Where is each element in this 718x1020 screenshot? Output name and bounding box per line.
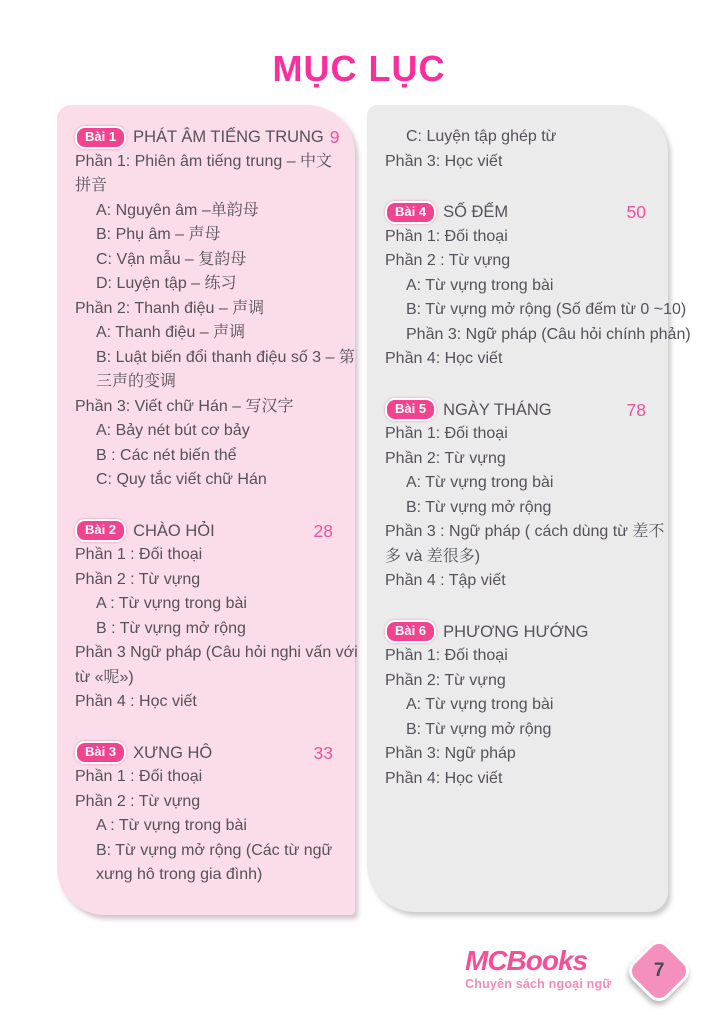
toc-line: Phần 2: Từ vựng — [385, 449, 506, 467]
toc-line: B: Từ vựng mở rộng (Các từ ngữ — [96, 841, 333, 859]
section-title: PHÁT ÂM TIẾNG TRUNG — [133, 128, 324, 146]
toc-line: B: Từ vựng mở rộng — [406, 498, 552, 516]
section-page-number: 9 — [329, 127, 340, 147]
publisher-logo — [465, 947, 625, 991]
toc-line: Phần 3 : Ngữ pháp ( cách dùng từ 差不 — [385, 523, 665, 540]
publisher-logo-text: MCBooks — [465, 945, 588, 976]
lesson-badge: Bài 6 — [385, 620, 436, 643]
toc-line: A : Từ vựng trong bài — [96, 595, 247, 612]
toc-section — [75, 125, 355, 493]
toc-line: từ «呢») — [75, 668, 134, 686]
page-number: 7 — [653, 959, 665, 981]
section-page-number: 33 — [313, 742, 333, 763]
toc-line: Phần 3: Học viết — [385, 152, 503, 170]
section-title: XƯNG HÔ — [133, 743, 213, 762]
toc-line: Phần 1 : Đối thoại — [75, 546, 203, 563]
toc-line: Phần 2 : Từ vựng — [385, 252, 511, 269]
section-title: NGÀY THÁNG — [443, 400, 552, 419]
toc-line: Phần 4 : Tập viết — [385, 572, 506, 589]
toc-line: Phần 3: Ngữ pháp — [385, 745, 516, 762]
toc-line: A: Nguyên âm –单韵母 — [96, 201, 259, 219]
toc-line: Phần 2 : Từ vựng — [75, 570, 201, 588]
toc-line: C: Luyện tập ghép từ — [406, 128, 557, 145]
toc-section — [385, 620, 656, 792]
toc-line: Phần 1: Đối thoại — [385, 227, 508, 245]
lesson-badge: Bài 2 — [75, 519, 126, 542]
section-title: PHƯƠNG HƯỚNG — [443, 622, 589, 641]
page-number-badge — [624, 936, 695, 1007]
toc-left-column — [57, 105, 358, 915]
toc-line: Phần 4: Học viết — [385, 769, 503, 787]
toc-line: Phần 1: Đối thoại — [385, 425, 508, 442]
lesson-badge: Bài 3 — [75, 741, 126, 764]
toc-line: A : Từ vựng trong bài — [96, 817, 247, 834]
toc-line: A: Từ vựng trong bài — [406, 276, 554, 294]
section-header — [75, 125, 343, 150]
section-title: CHÀO HỎI — [133, 521, 215, 540]
toc-line: 多 và 差很多) — [385, 547, 481, 565]
toc-section — [75, 741, 343, 888]
toc-line: Phần 3 Ngữ pháp (Câu hỏi nghi vấn với — [75, 644, 358, 661]
toc-line: Phần 4: Học viết — [385, 350, 503, 367]
toc-line: B : Từ vựng mở rộng — [96, 619, 246, 637]
section-page-number: 50 — [626, 202, 646, 222]
toc-line: Phần 4 : Học viết — [75, 693, 197, 710]
toc-line: C: Vận mẫu – 复韵母 — [96, 250, 247, 268]
toc-line: A: Thanh điệu – 声调 — [96, 324, 246, 341]
toc-line: D: Luyện tập – 练习 — [96, 275, 237, 292]
toc-line: A: Từ vựng trong bài — [406, 696, 554, 713]
page-title: MỤC LỤC — [272, 48, 446, 89]
toc-line: C: Quy tắc viết chữ Hán — [96, 471, 267, 488]
section-title: SỐ ĐẾM — [443, 203, 509, 221]
toc-line: Phần 2: Từ vựng — [385, 671, 506, 689]
lesson-badge: Bài 5 — [385, 398, 436, 421]
toc-line: Phần 3: Viết chữ Hán – 写汉字 — [75, 397, 294, 415]
toc-section — [385, 398, 665, 594]
toc-line: Phần 2: Thanh điệu – 声调 — [75, 299, 265, 317]
toc-line: 拼音 — [75, 177, 108, 194]
lesson-badge: Bài 1 — [75, 126, 126, 149]
section-page-number: 28 — [313, 520, 333, 541]
toc-line: B: Từ vựng mở rộng — [406, 720, 552, 738]
toc-line: A: Bảy nét bút cơ bảy — [96, 422, 250, 439]
toc-line: B : Các nét biến thể — [96, 446, 237, 464]
toc-line: B: Luật biến đổi thanh điệu số 3 – 第 — [96, 348, 355, 366]
toc-line: Phần 3: Ngữ pháp (Câu hỏi chính phản) — [406, 325, 691, 343]
section-header — [385, 620, 656, 645]
toc-section — [385, 200, 691, 372]
lesson-badge: Bài 4 — [385, 201, 436, 224]
toc-line: B: Từ vựng mở rộng (Số đếm từ 0 ~10) — [406, 301, 687, 318]
toc-line: xưng hô trong gia đình) — [96, 866, 263, 883]
toc-line: Phần 1: Phiên âm tiếng trung – 中文 — [75, 152, 333, 170]
toc-line: A: Từ vựng trong bài — [406, 474, 554, 491]
publisher-tagline: Chuyên sách ngoại ngữ — [465, 977, 612, 991]
section-header — [385, 398, 656, 423]
section-page-number: 78 — [626, 399, 646, 420]
toc-line: B: Phụ âm – 声母 — [96, 226, 221, 243]
toc-line: Phần 1: Đối thoại — [385, 647, 508, 664]
toc-line: 三声的变调 — [96, 373, 177, 390]
toc-section — [385, 125, 656, 174]
section-header — [385, 200, 656, 225]
toc-line: Phần 2 : Từ vựng — [75, 792, 201, 810]
toc-line: Phần 1 : Đối thoại — [75, 768, 203, 785]
section-header — [75, 741, 343, 766]
toc-right-column — [367, 105, 691, 912]
toc-section — [75, 519, 358, 715]
section-header — [75, 519, 343, 544]
